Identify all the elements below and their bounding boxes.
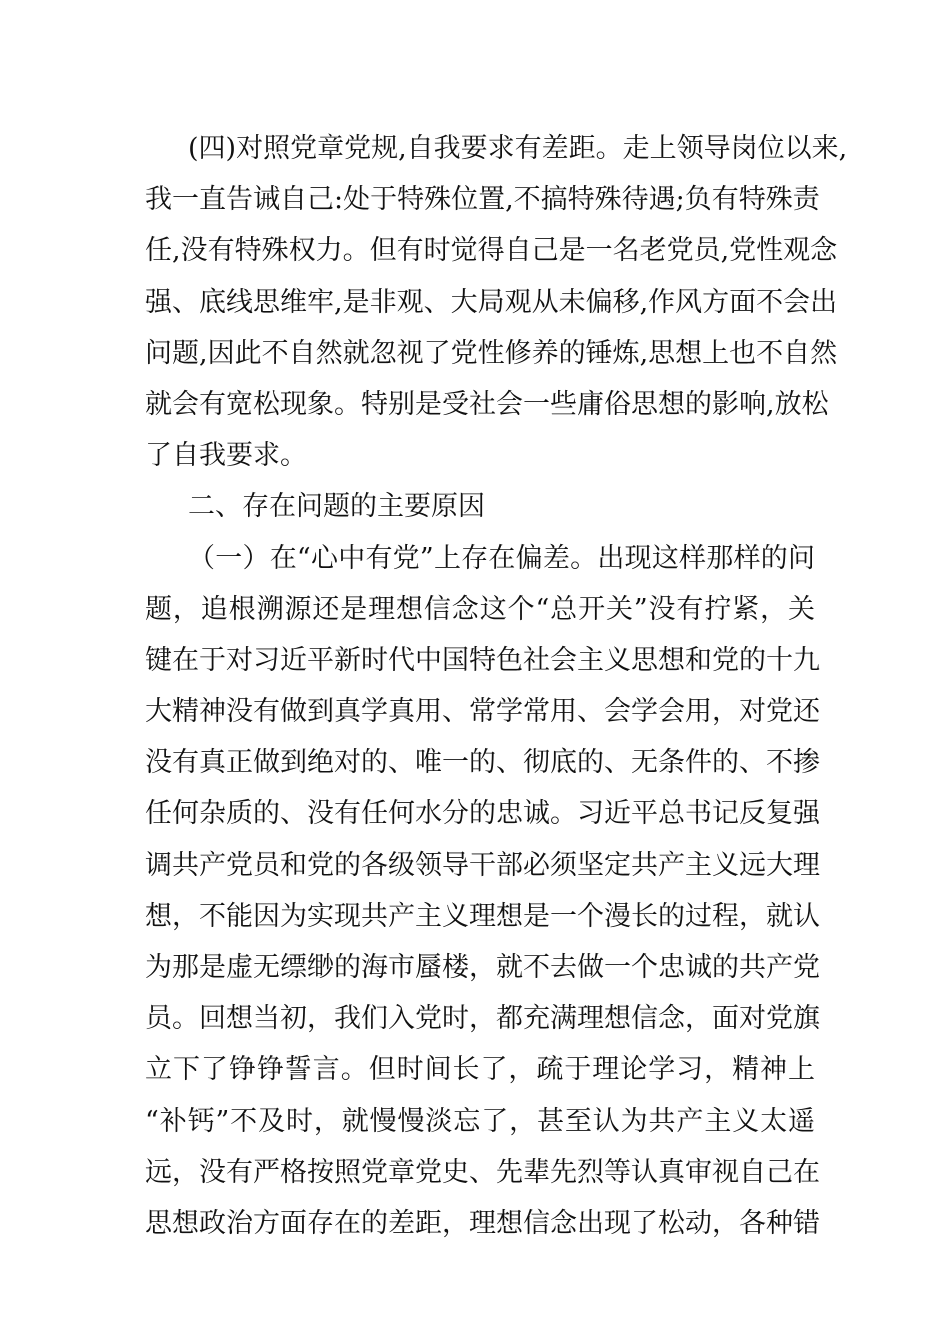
paragraph-line: 我一直告诫自己:处于特殊位置,不搞特殊待遇;负有特殊责 <box>145 184 820 216</box>
paragraph-line: 就会有宽松现象。特别是受社会一些庸俗思想的影响,放松 <box>145 388 829 420</box>
paragraph-section-four <box>145 123 848 481</box>
paragraph-line: 大精神没有做到真学真用、常学常用、会学会用，对党还 <box>145 696 820 728</box>
paragraph-line: 立下了铮铮誓言。但时间长了，疏于理论学习，精神上 <box>145 1054 815 1086</box>
paragraph-line: 为那是虚无缥缈的海市蜃楼，就不去做一个忠诚的共产党 <box>145 952 820 983</box>
paragraph-line: 远，没有严格按照党章党史、先辈先烈等认真审视自己在 <box>145 1156 820 1188</box>
section-heading: 二、存在问题的主要原因 <box>188 491 485 523</box>
paragraph-line: 员。回想当初，我们入党时，都充满理想信念，面对党旗 <box>145 1003 820 1035</box>
paragraph-line: 任,没有特殊权力。但有时觉得自己是一名老党员,党性观念 <box>145 235 838 267</box>
paragraph-line: 思想政治方面存在的差距，理想信念出现了松动，各种错 <box>145 1207 820 1239</box>
paragraph-line: “补钙”不及时，就慢慢淡忘了，甚至认为共产主义太遥 <box>145 1105 815 1137</box>
paragraph-line: 了自我要求。 <box>145 440 307 472</box>
paragraph-line: （一）在“心中有党”上存在偏差。出现这样那样的问 <box>188 542 815 574</box>
paragraph-line: 强、底线思维牢,是非观、大局观从未偏移,作风方面不会出 <box>145 286 838 318</box>
paragraph-line: 键在于对习近平新时代中国特色社会主义思想和党的十九 <box>145 644 820 676</box>
paragraph-section-one <box>145 533 820 1250</box>
paragraph-line: 问题,因此不自然就忽视了党性修养的锤炼,思想上也不自然 <box>145 337 838 369</box>
paragraph-line: 想，不能因为实现共产主义理想是一个漫长的过程，就认 <box>145 900 820 932</box>
paragraph-line: 任何杂质的、没有任何水分的忠诚。习近平总书记反复强 <box>145 798 820 830</box>
paragraph-line: 调共产党员和党的各级领导干部必须坚定共产主义远大理 <box>145 849 820 881</box>
paragraph-line: (四)对照党章党规,自我要求有差距。走上领导岗位以来, <box>188 133 848 164</box>
paragraph-line: 没有真正做到绝对的、唯一的、彻底的、无条件的、不掺 <box>145 747 820 779</box>
document-body <box>145 123 848 1249</box>
paragraph-line: 题，追根溯源还是理想信念这个“总开关”没有拧紧，关 <box>145 593 815 625</box>
